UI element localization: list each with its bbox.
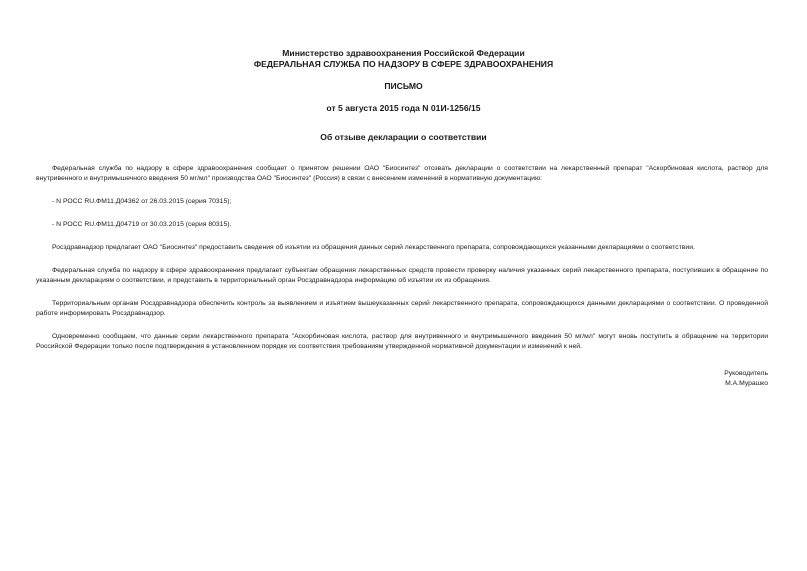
signature-title: Руководитель <box>724 370 768 377</box>
signature-block <box>724 369 768 389</box>
declaration-item-2: - N РОСС RU.ФМ11.Д04719 от 30.03.2015 (серия 80315). <box>52 221 232 228</box>
subject-heading: Об отзыве декларации о соответствии <box>320 132 487 142</box>
paragraph-intro: Федеральная служба по надзору в сфере здравоохранения сообщает о принятом решении ОАО "Биосинтез" отозвать декларации о соответствии на лекарственный препарат "Аскорбиновая кислота, раствор для внутривенного и внутримышечного введения 50 мг/мл" производства ОАО "Биосинтез" (Россия) в связи с внесением изменений в нормативную документацию: <box>36 165 768 182</box>
paragraph-subjects: Федеральная служба по надзору в сфере здравоохранения предлагает субъектам обращения лекарственных средств провести проверку наличия указанных серий лекарственного препарата, поступивших в обращение по указанным декларациям о соответствии, и представить в территориальный орган Росздравнадзора информацию об изъятии их из обращения. <box>36 267 768 284</box>
letter-body <box>36 164 768 365</box>
paragraph-proposal: Росздравнадзор предлагает ОАО "Биосинтез" предоставить сведения об изъятии из обращения данных серий лекарственного препарата, сопровождающихся указанными декларациями о соответствии. <box>52 244 695 251</box>
ministry-heading: Министерство здравоохранения Российской Федерации <box>282 48 525 58</box>
paragraph-territorial: Территориальным органам Росздравнадзора обеспечить контроль за выявлением и изъятием вышеуказанных серий лекарственного препарата, сопровождающихся данными декларациями о соответствии. О проведенной работе информировать Росздравнадзор. <box>36 300 768 317</box>
paragraph-conclusion: Одновременно сообщаем, что данные серии лекарственного препарата "Аскорбиновая кислота, раствор для внутривенного и внутримышечного введения 50 мг/мл" могут вновь поступить в обращение на территории Российской Федерации только после подтверждения в установленном порядке их соответствия требованиям утвержденной нормативной документации и изменений к ней. <box>36 333 768 350</box>
service-heading: ФЕДЕРАЛЬНАЯ СЛУЖБА ПО НАДЗОРУ В СФЕРЕ ЗДРАВООХРАНЕНИЯ <box>253 59 554 69</box>
declaration-item-1: - N РОСС RU.ФМ11.Д04362 от 26.03.2015 (серия 70315); <box>52 198 232 205</box>
signature-name: М.А.Мурашко <box>725 380 768 387</box>
document-kind-heading: ПИСЬМО <box>384 81 423 91</box>
date-number-heading: от 5 августа 2015 года N 01И-1256/15 <box>326 103 481 113</box>
